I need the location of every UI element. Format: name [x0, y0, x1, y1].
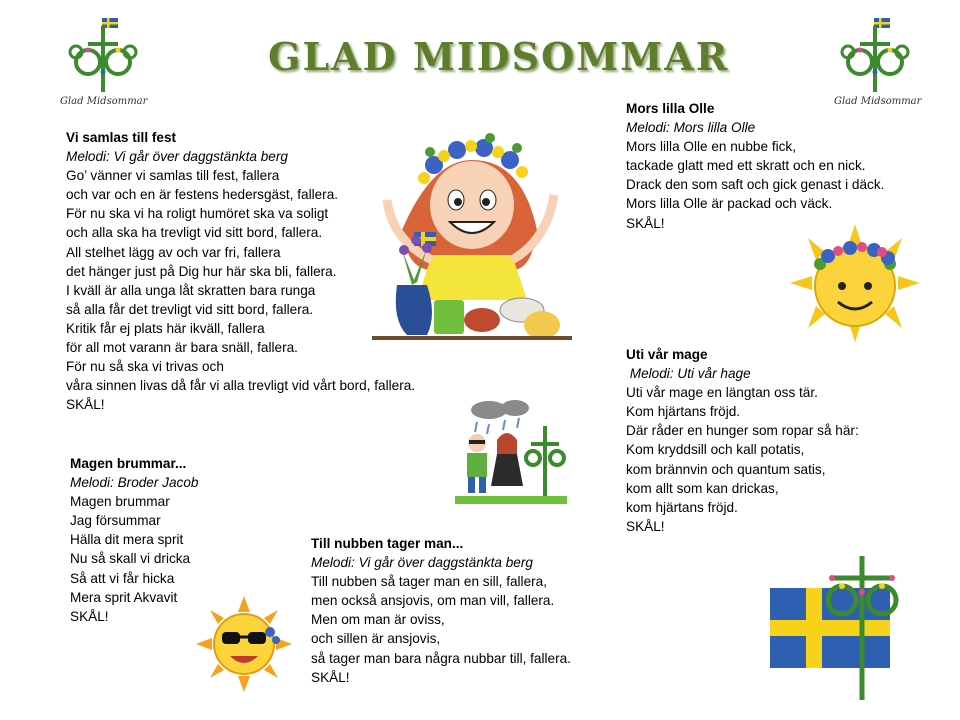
song-line: Magen brummar: [70, 494, 170, 510]
song-melody: Melodi: Broder Jacob: [70, 475, 199, 491]
song-line: SKÅL!: [626, 518, 665, 534]
song-line: tackade glatt med ett skratt och en nick.: [626, 158, 866, 174]
song-heading: Magen brummar...: [70, 456, 187, 471]
swedish-flag-maypole-icon: [770, 552, 920, 700]
song-line: Kritik får ej plats här ikväll, fallera: [66, 320, 265, 336]
song-line: våra sinnen livas då får vi alla trevligt vid vårt bord, fallera.: [66, 378, 416, 394]
midsummer-logo-left: [58, 12, 158, 112]
song-line: SKÅL!: [311, 669, 350, 685]
song-melody: Melodi: Mors lilla Olle: [626, 120, 756, 136]
sun-flower-crown-icon: [790, 224, 920, 342]
song-line: så tager man bara några nubbar till, fallera.: [311, 650, 571, 666]
song-line: det hänger just på Dig hur här ska bli, fallera.: [66, 263, 337, 279]
song-line: och sillen är ansjovis,: [311, 631, 441, 647]
song-line: för all mot varann är bara snäll, fallera.: [66, 340, 298, 356]
song-line: Till nubben så tager man en sill, fallera,: [311, 574, 547, 590]
song-line: För nu så ska vi trivas och: [66, 359, 224, 375]
song-melody: Melodi: Vi går över daggstänkta berg: [66, 149, 288, 165]
song-line: SKÅL!: [70, 608, 109, 624]
song-line: Mera sprit Akvavit: [70, 589, 178, 605]
song-heading: Vi samlas till fest: [66, 130, 177, 145]
song-melody: Melodi: Uti vår hage: [626, 366, 751, 382]
song-line: Jag försummar: [70, 513, 161, 529]
song-line: så alla får det trevligt vid sitt bord, fallera.: [66, 301, 314, 317]
song-line: Mors lilla Olle är packad och väck.: [626, 196, 833, 212]
song-line: Go’ vänner vi samlas till fest, fallera: [66, 168, 280, 184]
song-line: och var och en är festens hedersgäst, fallera.: [66, 187, 339, 203]
song-line: Uti vår mage en längtan oss tär.: [626, 385, 818, 401]
rain-couple-maypole-icon: [455, 398, 567, 504]
song-line: I kväll är alla unga låt skratten bara runga: [66, 282, 316, 298]
logo-caption: Glad Midsommar: [60, 96, 148, 107]
song-line: SKÅL!: [66, 397, 105, 413]
song-heading: Till nubben tager man...: [311, 536, 464, 551]
song-line: men också ansjovis, om man vill, fallera.: [311, 593, 555, 609]
song-till-nubben: [311, 534, 571, 687]
song-line: Drack den som saft och gick genast i däck.: [626, 177, 885, 193]
song-line: Kom hjärtans fröjd.: [626, 404, 741, 420]
song-line: Nu så skall vi dricka: [70, 551, 191, 567]
song-heading: Mors lilla Olle: [626, 101, 715, 116]
song-line: Kom kryddsill och kall potatis,: [626, 442, 805, 458]
song-mors-lilla-olle: [626, 99, 884, 233]
song-line: Där råder en hunger som ropar så här:: [626, 423, 859, 439]
song-heading: Uti vår mage: [626, 347, 708, 362]
song-line: All stelhet lägg av och var fri, fallera: [66, 244, 281, 260]
song-line: kom allt som kan drickas,: [626, 480, 779, 496]
midsummer-logo-right: [830, 12, 930, 112]
song-line: och alla ska ha trevligt vid sitt bord, fallera.: [66, 225, 323, 241]
sun-sunglasses-icon: [196, 596, 292, 692]
song-uti-var-mage: [626, 345, 859, 536]
song-line: kom hjärtans fröjd.: [626, 499, 738, 515]
logo-caption: Glad Midsommar: [834, 96, 922, 107]
song-melody: Melodi: Vi går över daggstänkta berg: [311, 555, 533, 571]
girl-flower-crown-table-icon: [372, 120, 572, 352]
song-line: Mors lilla Olle en nubbe fick,: [626, 139, 796, 155]
song-vi-samlas: [66, 128, 415, 414]
song-line: För nu ska vi ha roligt humöret ska va soligt: [66, 206, 329, 222]
song-line: Men om man är oviss,: [311, 612, 445, 628]
song-line: SKÅL!: [626, 215, 665, 231]
song-line: kom brännvin och quantum satis,: [626, 461, 826, 477]
song-magen-brummar: [70, 454, 198, 626]
song-line: Hälla dit mera sprit: [70, 532, 184, 548]
song-line: Så att vi får hicka: [70, 570, 175, 586]
page-title: GLAD MIDSOMMAR: [268, 34, 730, 79]
